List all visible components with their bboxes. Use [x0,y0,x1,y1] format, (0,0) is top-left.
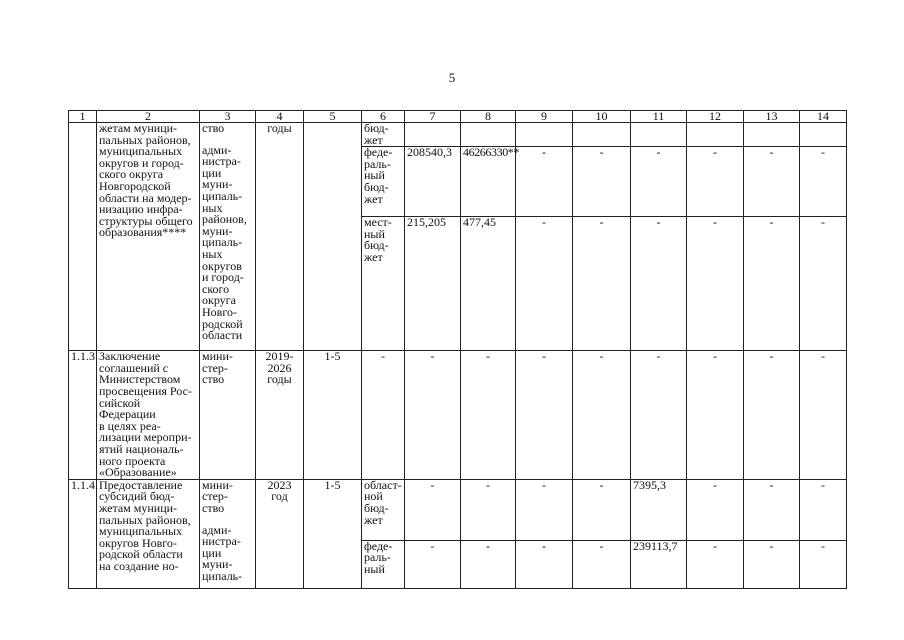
target-cell: 1-5 [304,351,362,480]
header-cell: 11 [631,111,687,123]
value-cell: - [687,540,744,588]
executor-cell [200,479,256,588]
executor-bottom: адми- нистра- ции муни- ципаль- ных районов, муни- ципаль- ных округов и город- ского округа Новго- родской области [202,142,247,343]
header-cell: 2 [97,111,200,123]
value-cell: - [573,479,631,540]
value-cell: - [687,351,744,480]
value-cell [573,123,631,147]
value-cell: - [516,540,573,588]
source-cell: бюд- жет [362,123,405,147]
header-cell: 9 [516,111,573,123]
header-cell: 14 [800,111,847,123]
years-cell: 2019- 2026 годы [256,351,304,480]
row-number-cell: 1.1.3. [69,351,97,480]
value-cell: - [687,147,744,217]
source-cell: мест- ный бюд- жет [362,217,405,351]
value-cell: - [516,217,573,351]
value-cell: - [800,147,847,217]
value-cell: - [631,351,687,480]
measure-name-cell: Предоставление субсидий бюд- жетам муници- пальных районов, муниципальных округов Новго- родской области на создание но- [97,479,200,588]
program-table [68,110,847,589]
value-cell: - [687,479,744,540]
value-cell: - [631,147,687,217]
header-cell: 12 [687,111,744,123]
measure-name-cell: Заключение соглашений с Министерством просвещения Рос- сийской Федерации в целях реа- лизации меропри- ятий националь- ного проекта «Образование» [97,351,200,480]
value-cell: - [516,479,573,540]
table-row [69,479,847,540]
value-cell: - [687,217,744,351]
value-cell: 208540,3 [405,147,461,217]
executor-top: мини- стер- ство [202,477,233,515]
header-cell: 5 [304,111,362,123]
header-cell: 1 [69,111,97,123]
value-cell: - [573,217,631,351]
value-cell: - [744,351,800,480]
row-number-cell [69,123,97,351]
source-cell: - [362,351,405,480]
value-cell: - [631,217,687,351]
value-cell: 477,45 [461,217,516,351]
value-cell: - [573,147,631,217]
value-cell: - [405,351,461,480]
value-cell: - [744,479,800,540]
header-cell: 3 [200,111,256,123]
target-cell: 1-5 [304,479,362,588]
value-cell: - [744,540,800,588]
value-cell: - [461,479,516,540]
value-cell: - [800,217,847,351]
value-cell: 46266330** [461,147,516,217]
header-cell: 13 [744,111,800,123]
header-cell: 4 [256,111,304,123]
executor-cell: мини- стер- ство [200,351,256,480]
value-cell: - [744,217,800,351]
header-cell: 6 [362,111,405,123]
value-cell: 239113,7 [631,540,687,588]
page-number: 5 [448,70,456,85]
value-cell: - [461,351,516,480]
value-cell: 215,205 [405,217,461,351]
value-cell [405,123,461,147]
value-cell: - [516,351,573,480]
value-cell [461,123,516,147]
executor-cell [200,123,256,351]
value-cell [516,123,573,147]
executor-top: ство [202,121,225,135]
header-row [69,111,847,123]
source-cell: област- ной бюд- жет [362,479,405,540]
source-cell: феде- раль- ный бюд- жет [362,147,405,217]
value-cell: - [744,147,800,217]
table-row [69,123,847,147]
row-number-cell: 1.1.4. [69,479,97,588]
header-cell: 7 [405,111,461,123]
value-cell: 7395,3 [631,479,687,540]
table-row [69,351,847,480]
source-cell: феде- раль- ный [362,540,405,588]
value-cell: - [800,351,847,480]
value-cell: - [405,479,461,540]
value-cell: - [800,479,847,540]
years-cell: годы [256,123,304,351]
value-cell [800,123,847,147]
executor-bottom: адми- нистра- ции муни- ципаль- [202,522,243,583]
header-cell: 8 [461,111,516,123]
value-cell [744,123,800,147]
value-cell [687,123,744,147]
header-cell: 10 [573,111,631,123]
measure-name-cell: жетам муници- пальных районов, муниципальных округов и город- ского округа Новгородской области на модер- низацию инфра- структуры общего образования**** [97,123,200,351]
value-cell: - [800,540,847,588]
value-cell: - [516,147,573,217]
value-cell: - [573,540,631,588]
target-cell [304,123,362,351]
value-cell: - [573,351,631,480]
years-cell: 2023 год [256,479,304,588]
value-cell [631,123,687,147]
value-cell: - [405,540,461,588]
value-cell: - [461,540,516,588]
